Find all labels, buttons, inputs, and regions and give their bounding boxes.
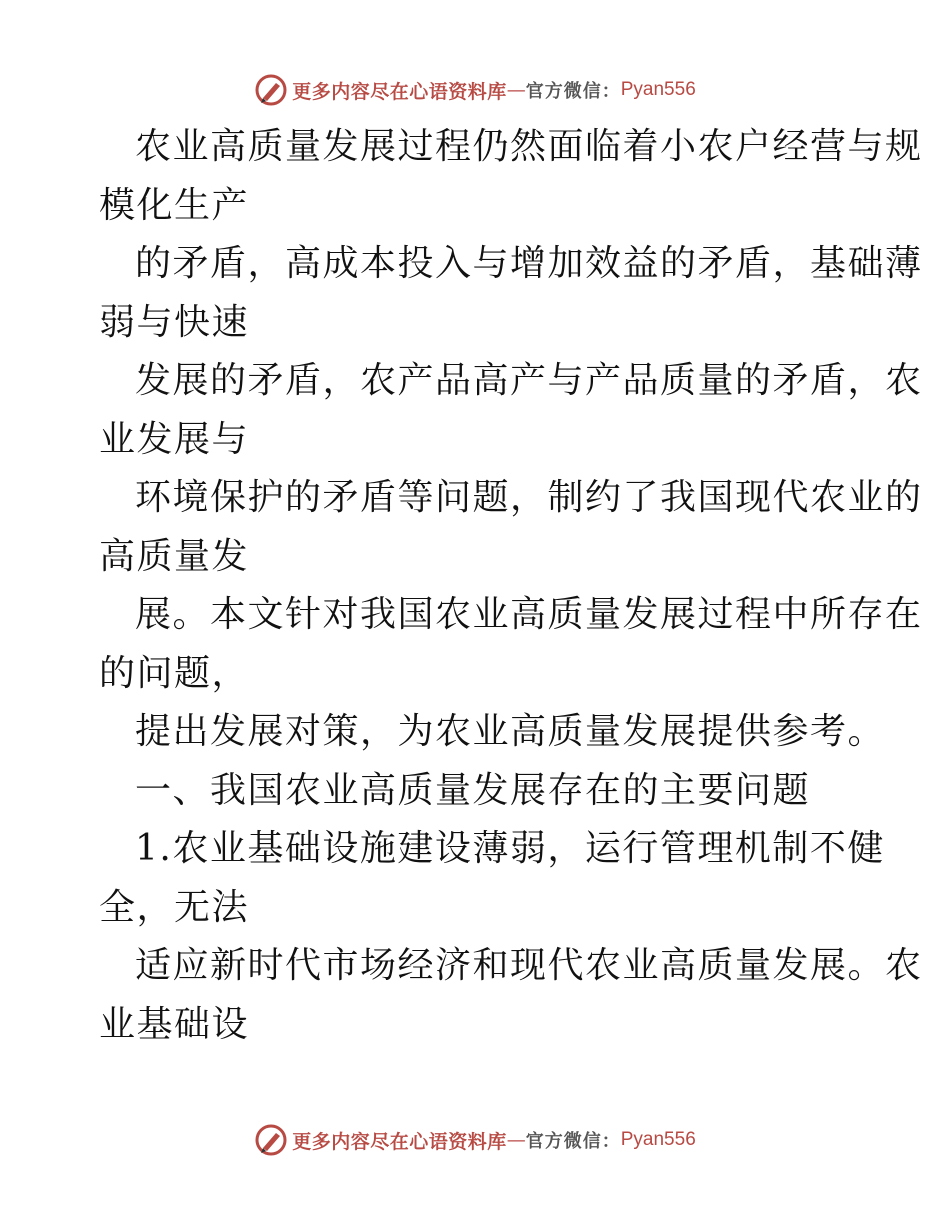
header-watermark [0, 70, 950, 110]
body-line: 业基础设 [99, 1003, 250, 1045]
body-line: 的问题， [99, 652, 250, 694]
body-line: 提出发展对策，为农业高质量发展提供参考。 [135, 711, 886, 752]
body-line: 环境保护的矛盾等问题，制约了我国现代农业的 [135, 477, 923, 518]
footer-watermark [0, 1120, 950, 1160]
body-line: 弱与快速 [99, 301, 250, 343]
body-line: 的矛盾，高成本投入与增加效益的矛盾，基础薄 [135, 243, 923, 284]
body-line: 农业高质量发展过程仍然面临着小农户经营与规 [135, 126, 923, 167]
body-line: 模化生产 [99, 184, 250, 226]
body-line: 展。本文针对我国农业高质量发展过程中所存在 [135, 594, 923, 635]
watermark-wechat-id: Pyan556 [620, 79, 696, 100]
body-line: 发展的矛盾，农产品高产与产品质量的矛盾，农 [135, 360, 923, 401]
body-line: 业发展与 [99, 418, 250, 460]
section-heading: 一、我国农业高质量发展存在的主要问题 [135, 769, 811, 811]
body-line: 高质量发 [99, 535, 250, 577]
watermark-brand-text: 更多内容尽在心语资料库 [292, 1130, 507, 1153]
watermark-brand-text: 更多内容尽在心语资料库 [292, 80, 507, 103]
watermark-official-text: 官方微信： [525, 81, 621, 102]
watermark-dash: — [506, 79, 526, 101]
pen-logo-icon [254, 1123, 288, 1157]
document-body [99, 118, 923, 1054]
body-line: 适应新时代市场经济和现代农业高质量发展。农 [135, 945, 923, 986]
subsection-heading: 1.农业基础设施建设薄弱，运行管理机制不健 [135, 828, 885, 869]
pen-logo-icon [254, 73, 288, 107]
watermark-wechat-id: Pyan556 [620, 1129, 696, 1150]
watermark-official-text: 官方微信： [525, 1131, 621, 1152]
watermark-dash: — [506, 1129, 526, 1151]
body-line: 全，无法 [99, 886, 250, 928]
